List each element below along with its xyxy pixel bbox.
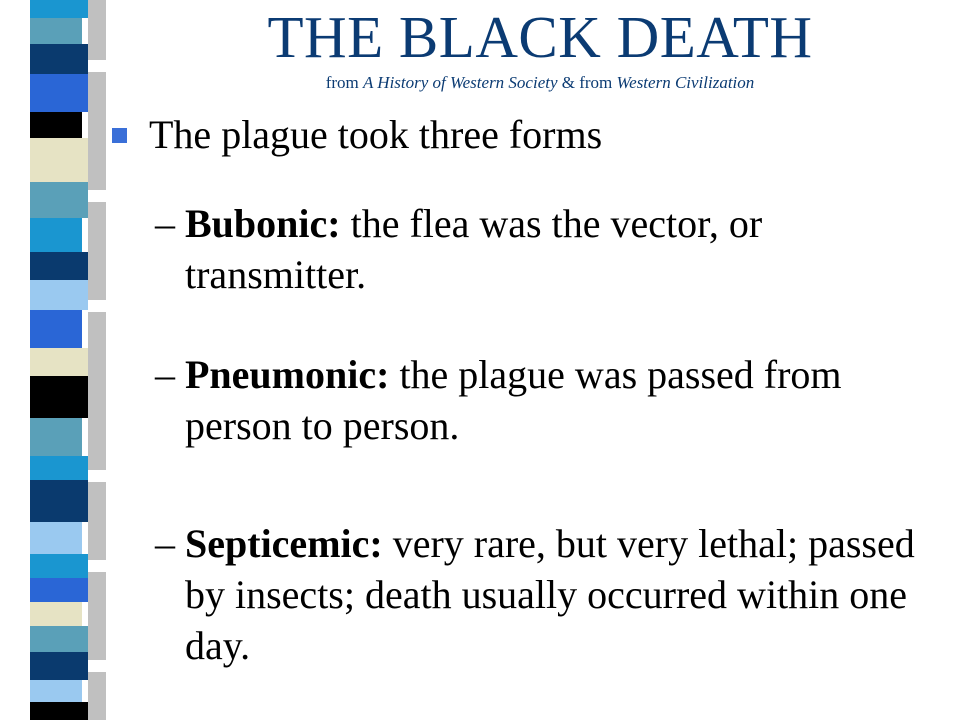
stripe-segment bbox=[30, 74, 88, 112]
stripe-shadow-gap bbox=[88, 60, 106, 72]
stripe-segment bbox=[30, 602, 82, 626]
stripe-segment bbox=[30, 578, 88, 602]
dash-marker: – bbox=[155, 352, 175, 397]
sub-bullet-pneumonic bbox=[155, 349, 935, 451]
decorative-stripe bbox=[30, 0, 88, 720]
stripe-shadow-gap bbox=[88, 300, 106, 312]
subtitle-book-1: A History of Western Society bbox=[362, 73, 558, 92]
stripe-segment bbox=[30, 480, 88, 522]
subtitle-amp: & from bbox=[557, 73, 617, 92]
stripe-segment bbox=[30, 522, 82, 554]
stripe-segment bbox=[30, 18, 82, 44]
stripe-shadow-gap bbox=[88, 560, 106, 572]
stripe-segment bbox=[30, 348, 88, 376]
stripe-segment bbox=[30, 626, 88, 652]
stripe-segment bbox=[30, 0, 88, 18]
sub-bullet-bubonic bbox=[155, 198, 935, 300]
stripe-segment bbox=[30, 376, 88, 418]
square-bullet-icon bbox=[112, 128, 127, 143]
sub-bullet-septicemic bbox=[155, 518, 935, 671]
stripe-segment bbox=[30, 44, 88, 74]
stripe-segment bbox=[30, 652, 88, 680]
stripe-segment bbox=[30, 554, 88, 578]
stripe-segment bbox=[30, 138, 88, 182]
subtitle-book-2: Western Civilization bbox=[616, 73, 755, 92]
slide-subtitle bbox=[120, 72, 960, 94]
dash-marker: – bbox=[155, 521, 175, 566]
stripe-shadow bbox=[88, 0, 106, 720]
stripe-segment bbox=[30, 418, 82, 456]
stripe-segment bbox=[30, 456, 88, 480]
stripe-segment bbox=[30, 112, 82, 138]
stripe-segment bbox=[30, 182, 88, 218]
form-description: very rare, but very lethal; passed by insects; death usually occurred within one day. bbox=[185, 521, 915, 668]
stripe-shadow-gap bbox=[88, 190, 106, 202]
stripe-shadow-gap bbox=[88, 660, 106, 672]
form-term: Septicemic: bbox=[185, 521, 383, 566]
subtitle-from: from bbox=[325, 73, 363, 92]
form-description: the flea was the vector, or transmitter. bbox=[185, 201, 763, 297]
form-description: the plague was passed from person to person. bbox=[185, 352, 842, 448]
main-bullet-text: The plague took three forms bbox=[149, 112, 603, 157]
stripe-segment bbox=[30, 702, 88, 720]
stripe-segment bbox=[30, 280, 88, 310]
stripe-segment bbox=[30, 310, 82, 348]
stripe-segment bbox=[30, 218, 82, 252]
main-bullet bbox=[108, 112, 928, 158]
form-term: Bubonic: bbox=[185, 201, 341, 246]
stripe-segment bbox=[30, 252, 88, 280]
form-term: Pneumonic: bbox=[185, 352, 390, 397]
stripe-shadow-gap bbox=[88, 470, 106, 482]
slide-title: THE BLACK DEATH bbox=[267, 4, 813, 70]
stripe-segment bbox=[30, 680, 82, 702]
dash-marker: – bbox=[155, 201, 175, 246]
